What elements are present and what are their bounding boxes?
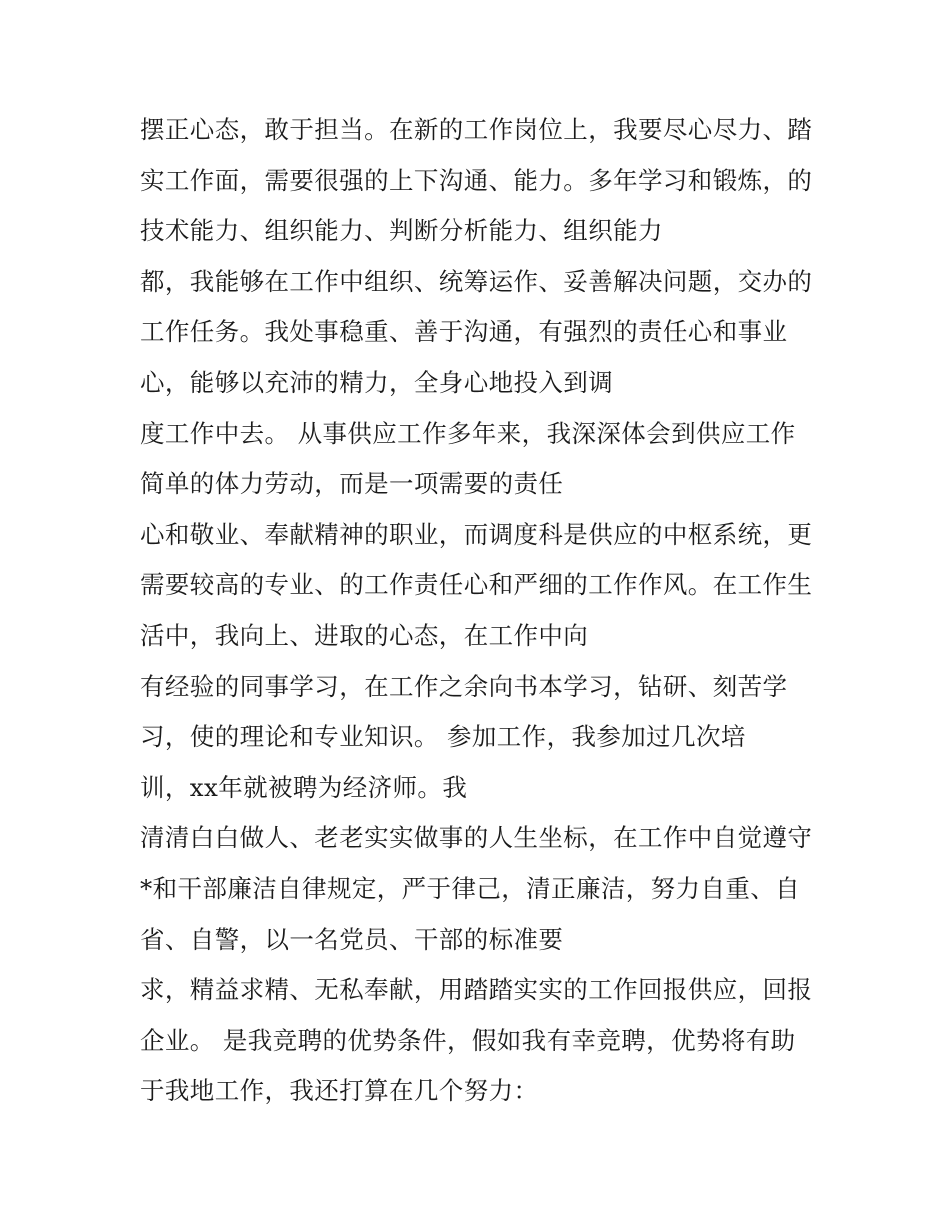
- text-line: 有经验的同事学习，在工作之余向书本学习，钻研、刻苦学: [140, 671, 788, 701]
- text-line: 心和敬业、奉献精神的职业，而调度科是供应的中枢系统，更: [140, 519, 813, 549]
- document-body: [140, 110, 830, 1122]
- text-line: 都，我能够在工作中组织、统筹运作、妥善解决问题，交办的: [140, 266, 813, 296]
- text-line: 实工作面，需要很强的上下沟通、能力。多年学习和锻炼，的: [140, 165, 813, 195]
- text-line: 活中，我向上、进取的心态，在工作中向: [140, 620, 589, 650]
- text-line: 习，使的理论和专业知识。 参加工作，我参加过几次培: [140, 722, 746, 752]
- text-line: 简单的体力劳动，而是一项需要的责任: [140, 469, 564, 499]
- text-line: 技术能力、组织能力、判断分析能力、组织能力: [140, 216, 663, 246]
- text-line: 求，精益求精、无私奉献，用踏踏实实的工作回报供应，回报: [140, 975, 813, 1005]
- text-line: 企业。 是我竞聘的优势条件，假如我有幸竞聘，优势将有助: [140, 1025, 796, 1055]
- text-line: 清清白白做人、老老实实做事的人生坐标，在工作中自觉遵守: [140, 823, 813, 853]
- text-line: 于我地工作，我还打算在几个努力：: [140, 1076, 539, 1106]
- text-line: *和干部廉洁自律规定，严于律己，清正廉洁，努力自重、自: [140, 873, 801, 903]
- text-line: 工作任务。我处事稳重、善于沟通，有强烈的责任心和事业: [140, 317, 788, 347]
- text-line: 需要较高的专业、的工作责任心和严细的工作作风。在工作生: [140, 570, 813, 600]
- text-line: 省、自警，以一名党员、干部的标准要: [140, 924, 564, 954]
- text-line: 训，xx年就被聘为经济师。我: [140, 772, 468, 802]
- text-line: 心，能够以充沛的精力，全身心地投入到调: [140, 367, 614, 397]
- text-line: 摆正心态，敢于担当。在新的工作岗位上，我要尽心尽力、踏: [140, 115, 813, 144]
- text-line: 度工作中去。 从事供应工作多年来，我深深体会到供应工作: [140, 418, 796, 448]
